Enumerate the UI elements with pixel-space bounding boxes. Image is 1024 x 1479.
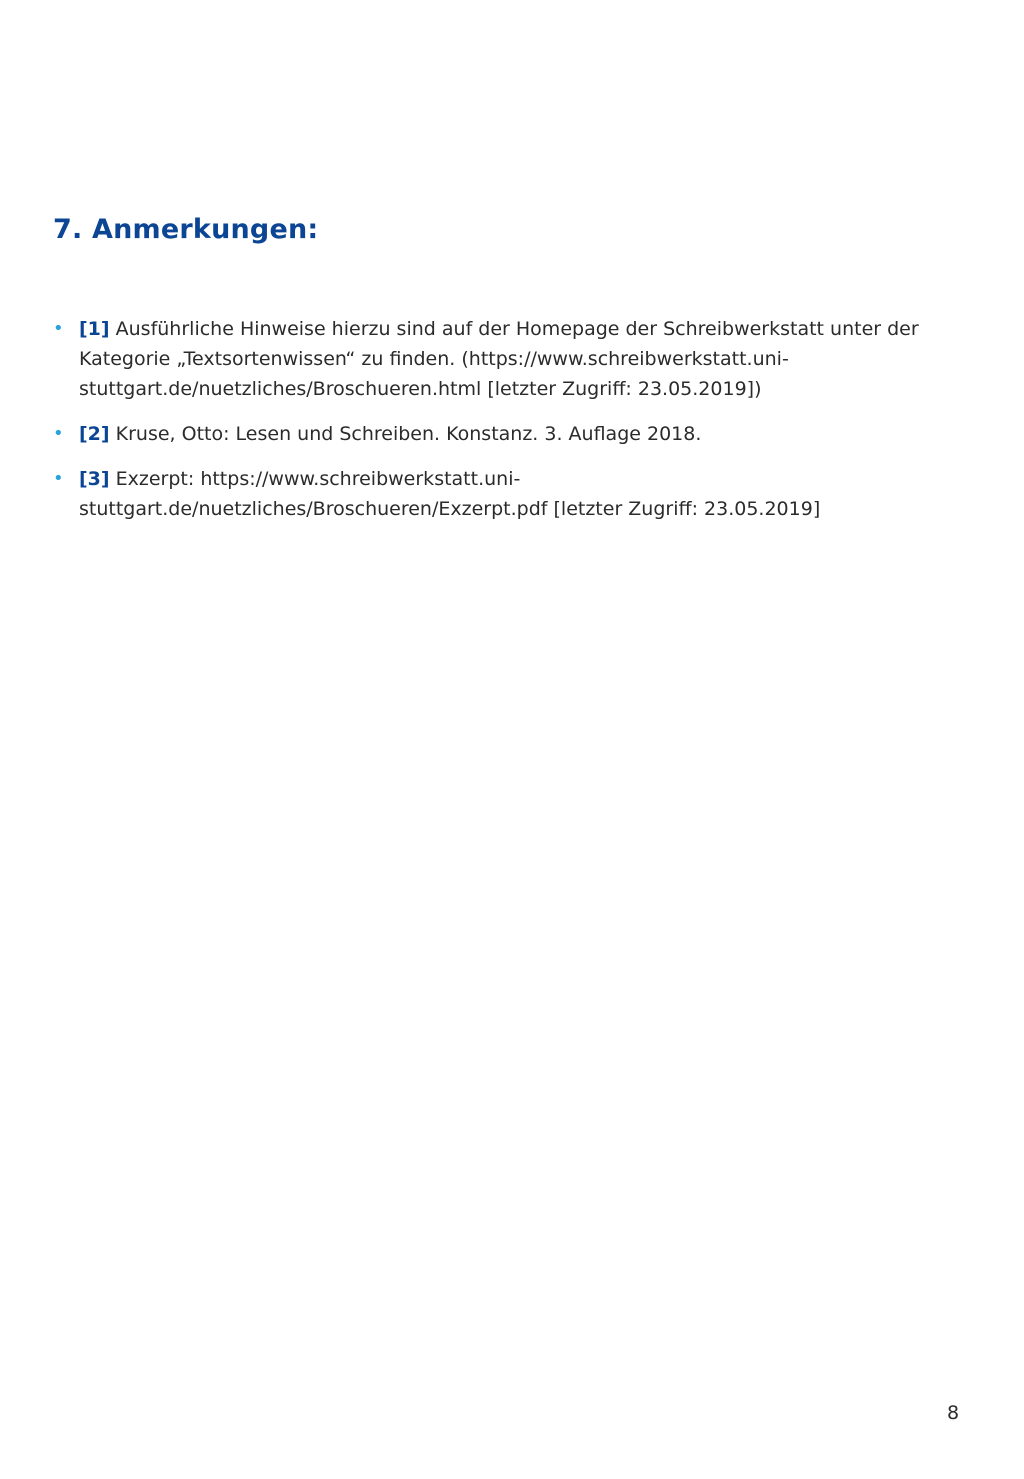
bullet-icon: • — [53, 318, 64, 339]
note-reference: [1] — [79, 318, 110, 340]
note-reference: [2] — [79, 423, 110, 445]
note-text: stuttgart.de/nuetzliches/Broschueren/Exzerpt.pdf [letzter Zugriff: 23.05.2019] — [79, 498, 821, 520]
section-heading: 7. Anmerkungen: — [53, 214, 319, 245]
note-line — [79, 464, 933, 494]
note-reference: [3] — [79, 468, 110, 490]
note-item-3 — [53, 464, 933, 524]
note-line — [79, 419, 933, 449]
note-text: Exzerpt: https://www.schreibwerkstatt.uni- — [115, 468, 521, 490]
notes-list — [53, 314, 933, 539]
note-text: Kruse, Otto: Lesen und Schreiben. Konstanz. 3. Auflage 2018. — [115, 423, 702, 445]
note-text: Kategorie „Textsortenwissen“ zu finden. (https://www.schreibwerkstatt.uni- — [79, 348, 789, 370]
note-item-2 — [53, 419, 933, 449]
note-line — [79, 314, 933, 344]
bullet-icon: • — [53, 423, 64, 444]
bullet-icon: • — [53, 468, 64, 489]
page-number: 8 — [947, 1402, 960, 1424]
note-text: Ausführliche Hinweise hierzu sind auf der Homepage der Schreibwerkstatt unter der — [115, 318, 919, 340]
note-item-1 — [53, 314, 933, 404]
note-text: stuttgart.de/nuetzliches/Broschueren.html [letzter Zugriff: 23.05.2019]) — [79, 378, 762, 400]
